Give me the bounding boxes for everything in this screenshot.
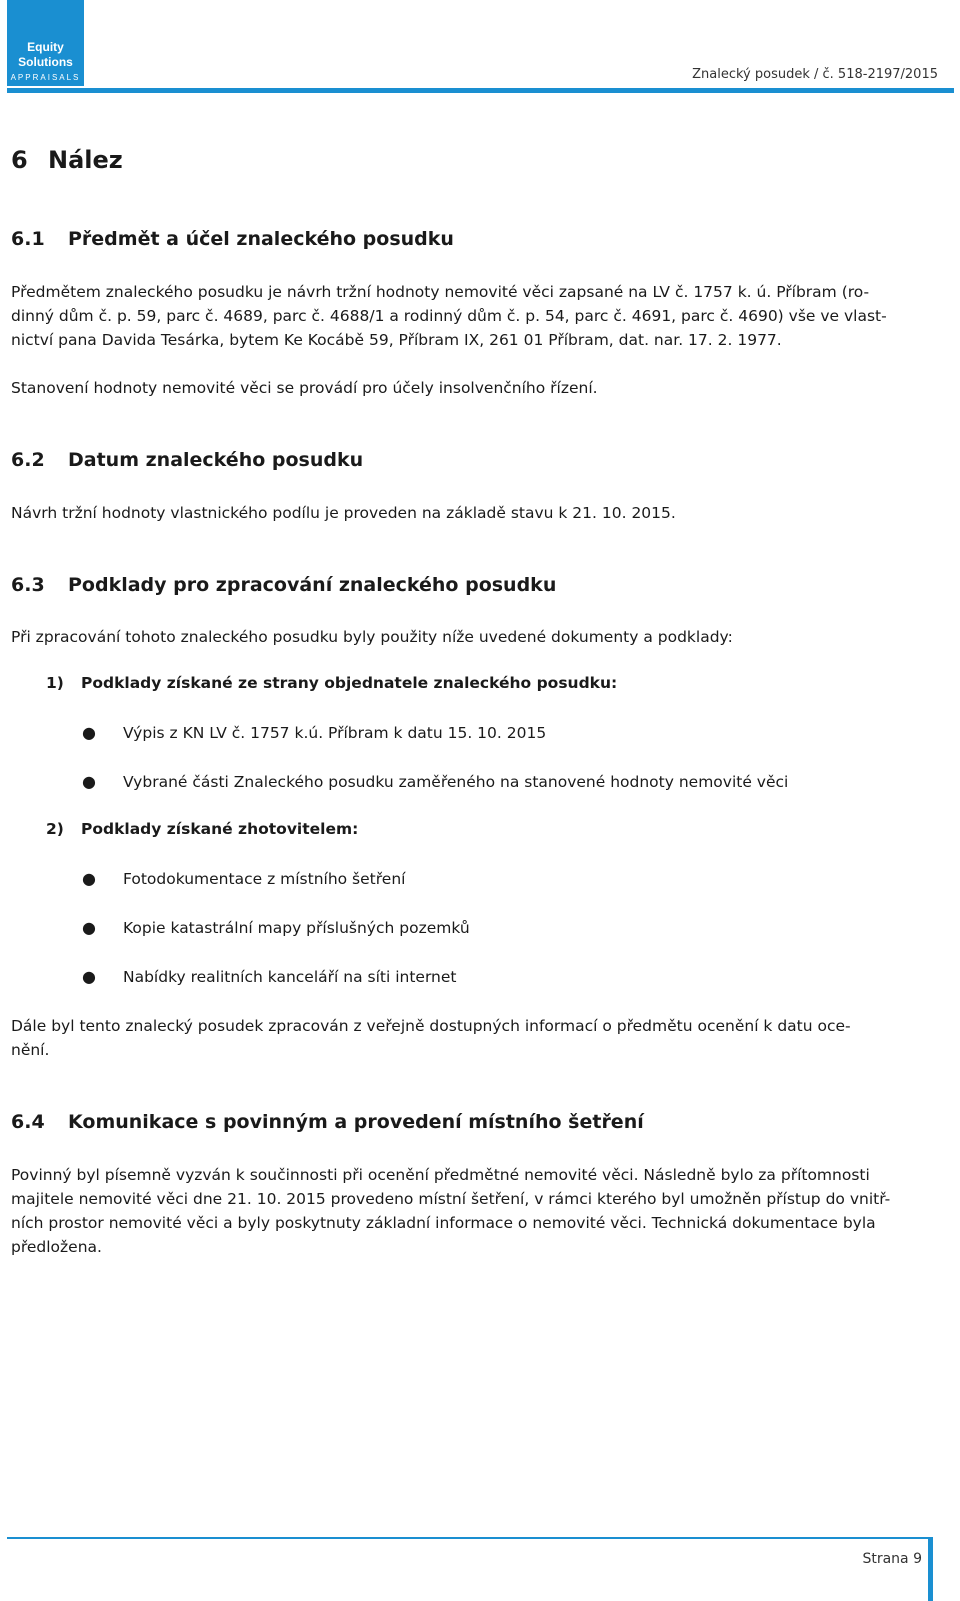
document-reference: Znalecký posudek / č. 518-2197/2015 [692, 67, 938, 82]
list-item [82, 967, 456, 986]
bullet-icon: ● [82, 918, 96, 937]
company-logo [7, 0, 84, 86]
subsection-heading-6-2 [11, 449, 363, 471]
footer-divider [7, 1537, 930, 1539]
paragraph-line: Předmětem znaleckého posudku je návrh tržní hodnoty nemovité věci zapsané na LV č. 1757 k. ú. Příbram (ro- [11, 283, 870, 301]
paragraph-line: předložena. [11, 1238, 102, 1256]
logo-line-1: Equity [27, 40, 64, 54]
list-item-text: Fotodokumentace z místního šetření [123, 870, 406, 888]
page-number: Strana 9 [862, 1551, 922, 1567]
section-title: Nález [48, 146, 123, 174]
source-group-2 [46, 820, 358, 838]
paragraph-sources-intro: Při zpracování tohoto znaleckého posudku byly použity níže uvedené dokumenty a podklady: [11, 628, 733, 646]
list-item [82, 723, 546, 742]
paragraph-line: Dále byl tento znalecký posudek zpracován z veřejně dostupných informací o předmětu ocenění k datu oce- [11, 1017, 851, 1035]
paragraph-date: Návrh tržní hodnoty vlastnického podílu je proveden na základě stavu k 21. 10. 2015. [11, 504, 676, 522]
bullet-icon: ● [82, 772, 96, 791]
section-heading [11, 146, 123, 174]
list-item-text: Výpis z KN LV č. 1757 k.ú. Příbram k datu 15. 10. 2015 [123, 724, 547, 742]
logo-line-3: APPRAISALS [10, 73, 81, 82]
list-item-text: Nabídky realitních kanceláří na síti internet [123, 968, 457, 986]
group-label: Podklady získané zhotovitelem: [81, 820, 359, 838]
subsection-title: Datum znaleckého posudku [68, 449, 364, 471]
list-item [82, 918, 470, 937]
paragraph-line: majitele nemovité věci dne 21. 10. 2015 provedeno místní šetření, v rámci kterého byl umožněn přístup do vnitř- [11, 1190, 891, 1208]
subsection-heading-6-4 [11, 1111, 644, 1133]
paragraph-line: ních prostor nemovité věci a byly poskytnuty základní informace o nemovité věci. Technická dokumentace byla [11, 1214, 876, 1232]
paragraph-line: dinný dům č. p. 59, parc č. 4689, parc č. 4688/1 a rodinný dům č. p. 54, parc č. 4691, parc č. 4690) vše ve vlast- [11, 307, 887, 325]
paragraph-line: nictví pana Davida Tesárka, bytem Ke Kocábě 59, Příbram IX, 261 01 Příbram, dat. nar. 17. 2. 1977. [11, 331, 782, 349]
list-item-text: Kopie katastrální mapy příslušných pozemků [123, 919, 470, 937]
section-number: 6 [11, 146, 28, 174]
paragraph-subject [11, 280, 946, 352]
subsection-number: 6.1 [11, 228, 45, 250]
source-group-1 [46, 674, 617, 692]
paragraph-communication [11, 1163, 946, 1259]
list-item [82, 869, 405, 888]
paragraph-purpose: Stanovení hodnoty nemovité věci se provádí pro účely insolvenčního řízení. [11, 379, 598, 397]
paragraph-sources-outro [11, 1014, 946, 1062]
subsection-heading-6-3 [11, 574, 556, 596]
list-item [82, 772, 788, 791]
paragraph-line: nění. [11, 1041, 50, 1059]
header-divider [7, 88, 954, 93]
subsection-number: 6.2 [11, 449, 45, 471]
subsection-title: Předmět a účel znaleckého posudku [68, 228, 454, 250]
logo-line-2: Solutions [18, 55, 73, 69]
subsection-number: 6.4 [11, 1111, 45, 1133]
footer-accent [928, 1537, 933, 1601]
bullet-icon: ● [82, 869, 96, 888]
group-number: 1) [46, 674, 64, 692]
bullet-icon: ● [82, 967, 96, 986]
subsection-number: 6.3 [11, 574, 45, 596]
subsection-heading-6-1 [11, 228, 454, 250]
bullet-icon: ● [82, 723, 96, 742]
group-number: 2) [46, 820, 64, 838]
paragraph-line: Povinný byl písemně vyzván k součinnosti při ocenění předmětné nemovité věci. Následně bylo za přítomnosti [11, 1166, 870, 1184]
subsection-title: Komunikace s povinným a provedení místního šetření [68, 1111, 644, 1133]
group-label: Podklady získané ze strany objednatele znaleckého posudku: [81, 674, 618, 692]
list-item-text: Vybrané části Znaleckého posudku zaměřeného na stanovené hodnoty nemovité věci [123, 773, 789, 791]
subsection-title: Podklady pro zpracování znaleckého posudku [68, 574, 557, 596]
